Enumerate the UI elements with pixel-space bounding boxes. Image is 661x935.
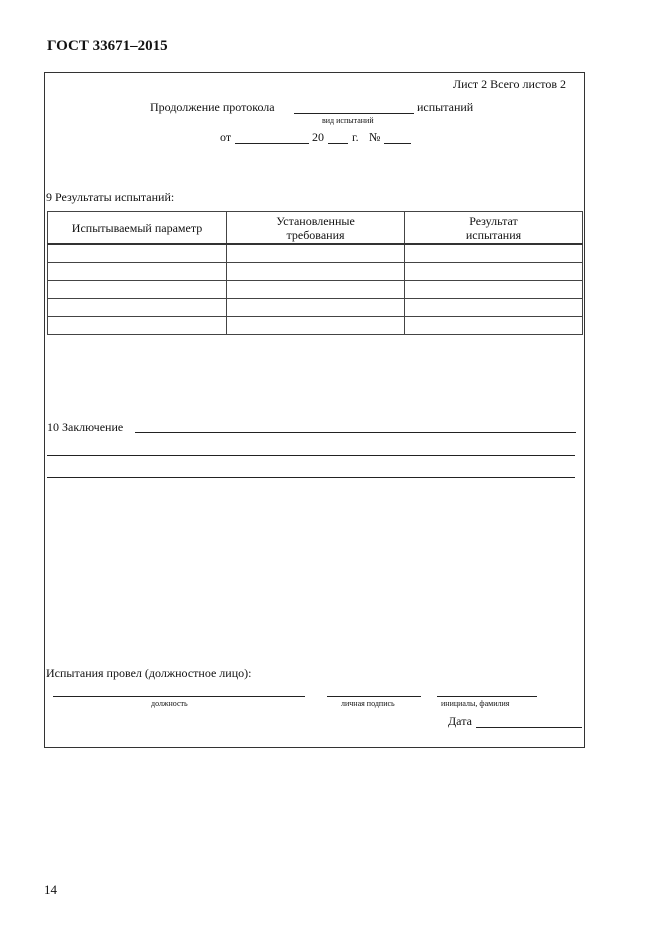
signature-caption: личная подпись: [341, 699, 395, 708]
column-header-requirements: Установленные требования: [227, 212, 405, 245]
table-cell[interactable]: [48, 281, 227, 299]
table-row: [48, 263, 583, 281]
date-label: Дата: [448, 714, 472, 728]
table-cell[interactable]: [227, 299, 405, 317]
sheet-info: Лист 2 Всего листов 2: [453, 77, 567, 91]
table-row: [48, 281, 583, 299]
position-caption: должность: [151, 699, 188, 708]
page-number: 14: [44, 882, 57, 897]
table-cell[interactable]: [405, 244, 583, 263]
table-cell[interactable]: [405, 299, 583, 317]
table-cell[interactable]: [405, 281, 583, 299]
year-label: 20: [312, 130, 324, 144]
column-header-result: Результат испытания: [405, 212, 583, 245]
table-cell[interactable]: [227, 244, 405, 263]
tester-label: Испытания провел (должностное лицо):: [46, 666, 252, 680]
conclusion-line-1[interactable]: [135, 432, 576, 433]
table-cell[interactable]: [48, 244, 227, 263]
table-row: [48, 317, 583, 335]
year-suffix: г.: [352, 130, 359, 144]
signature-date-line[interactable]: [476, 727, 582, 728]
table-cell[interactable]: [227, 281, 405, 299]
conclusion-line-3[interactable]: [47, 477, 575, 478]
table-row: [48, 299, 583, 317]
year-line[interactable]: [328, 143, 348, 144]
signature-line[interactable]: [327, 696, 421, 697]
protocol-frame: [44, 72, 585, 748]
initials-line[interactable]: [437, 696, 537, 697]
table-cell[interactable]: [227, 263, 405, 281]
continuation-label: Продолжение протокола: [150, 100, 275, 114]
table-cell[interactable]: [48, 317, 227, 335]
document-code: ГОСТ 33671–2015: [47, 38, 168, 54]
number-label: №: [369, 130, 381, 144]
column-header-parameter: Испытываемый параметр: [48, 212, 227, 245]
table-cell[interactable]: [227, 317, 405, 335]
test-type-caption: вид испытаний: [322, 116, 374, 125]
results-table: [47, 211, 583, 335]
date-line[interactable]: [235, 143, 309, 144]
continuation-suffix: испытаний: [417, 100, 474, 114]
table-row: [48, 244, 583, 263]
conclusion-label: 10 Заключение: [47, 420, 124, 434]
position-line[interactable]: [53, 696, 305, 697]
table-cell[interactable]: [48, 299, 227, 317]
results-heading: 9 Результаты испытаний:: [46, 190, 175, 204]
from-label: от: [220, 130, 232, 144]
test-type-line[interactable]: [294, 113, 414, 114]
conclusion-line-2[interactable]: [47, 455, 575, 456]
initials-caption: инициалы, фамилия: [441, 699, 510, 708]
number-line[interactable]: [384, 143, 411, 144]
table-cell[interactable]: [48, 263, 227, 281]
table-cell[interactable]: [405, 263, 583, 281]
table-cell[interactable]: [405, 317, 583, 335]
